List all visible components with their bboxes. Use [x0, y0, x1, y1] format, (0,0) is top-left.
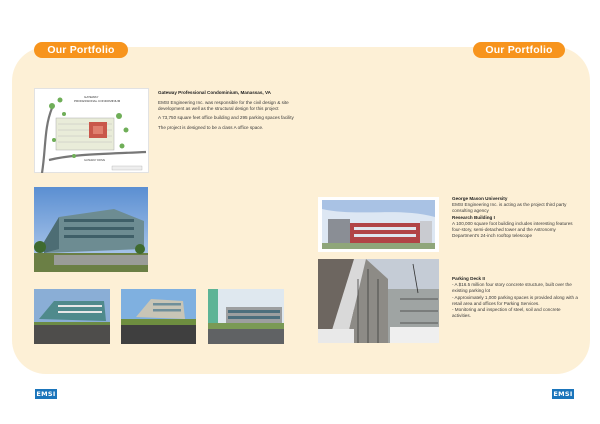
gateway-building-photo: [34, 187, 148, 272]
site-plan-street: GATEWAY DRIVE: [84, 159, 106, 162]
gmu-line-1: EMSI Engineering Inc. is acting as the project third party consulting agency: [452, 202, 567, 214]
portfolio-header-left: Our Portfolio: [34, 42, 128, 58]
gmu-subtitle: Research Building I: [452, 214, 495, 220]
site-plan-image: [34, 88, 149, 173]
gateway-title: Gateway Professional Condominium, Manassas, VA: [158, 90, 272, 95]
emsi-logo-left: EMSI: [36, 390, 56, 398]
gateway-photo-4: [208, 289, 284, 344]
gmu-research-building-image: [318, 197, 439, 252]
gmu-description: [452, 196, 578, 239]
deck-bullet-2: - Approximately 1,000 parking spaces is provided along with a retail area and offices for Parking Services.: [452, 294, 578, 306]
emsi-logo-right: EMSI: [553, 390, 573, 398]
gateway-para-1: EMSI Engineering Inc. was responsible for the civil design & site development as well as the structural design for this project: [158, 99, 289, 111]
gateway-photo-3: [121, 289, 196, 344]
site-plan-title-2: PROFESSIONAL CONDOMINIUM: [74, 99, 121, 103]
deck-bullet-3: - Monitoring and inspection of steel, soil and concrete activities.: [452, 307, 561, 319]
parking-deck-description: [452, 276, 578, 319]
gmu-line-2: A 100,000 square foot building includes interesting features four-story, semi-detached tower and the Astronomy Department's 24-inch rooftop telescope: [452, 220, 573, 239]
deck-bullet-1: - A $16.5 million four story concrete structure, built over the existing parking lot: [452, 282, 572, 294]
gateway-para-2: A 73,750 square feet office building and 295 parking spaces facility: [158, 115, 294, 121]
gateway-para-3: The project is designed to be a class A office space.: [158, 124, 264, 130]
gmu-title: George Mason University: [452, 196, 508, 201]
parking-deck-photo: [318, 259, 439, 343]
portfolio-header-right: Our Portfolio: [473, 42, 565, 58]
gateway-description: [158, 90, 298, 135]
deck-title: Parking Deck II: [452, 276, 485, 281]
site-plan-title-1: GATEWAY: [84, 95, 99, 99]
gateway-photo-2: [34, 289, 110, 344]
